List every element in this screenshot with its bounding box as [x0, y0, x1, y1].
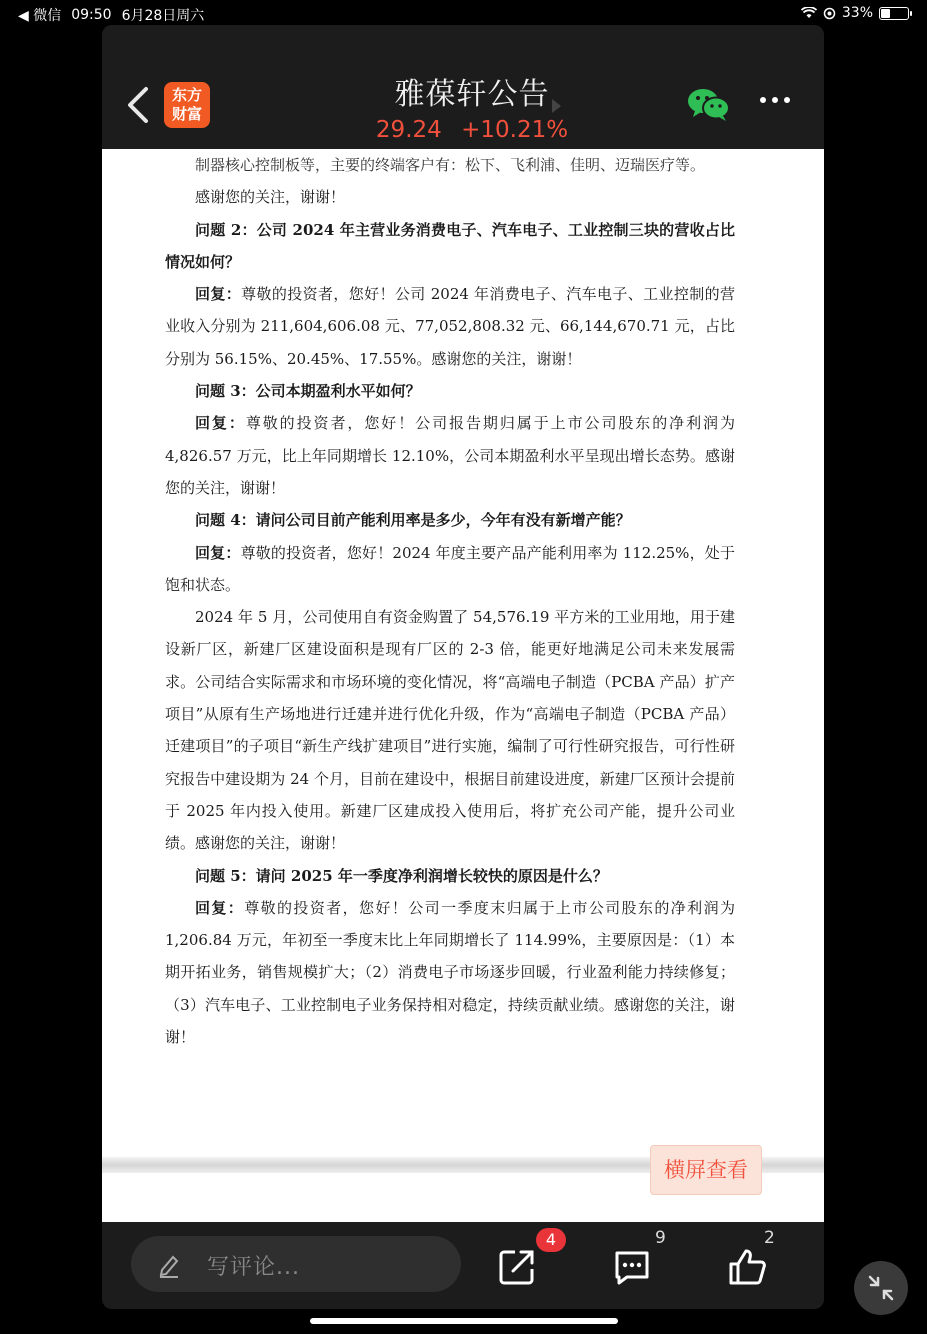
location-icon — [823, 7, 836, 20]
status-date: 6月28日周六 — [121, 8, 205, 24]
doc-paragraph: 感谢您的关注，谢谢！ — [195, 188, 346, 207]
status-time: 09:50 — [71, 7, 112, 23]
answer-2: 回复：尊敬的投资者，您好！公司 2024 年消费电子、汽车电子、工业控制的营业收入分别为 211,604,606.08 元、77,052,808.32 元、66,144,670.71 元，占比分别为 56.15%、20.45%、17.55%。感谢您的关注，谢谢！ — [165, 285, 735, 368]
battery-percent: 33% — [841, 5, 873, 21]
bottom-bar — [102, 1222, 824, 1309]
share-icon[interactable] — [498, 1248, 536, 1286]
stock-change: +10.21% — [461, 117, 569, 143]
app-window — [102, 25, 824, 1309]
title-box — [322, 69, 622, 143]
wifi-icon — [801, 7, 817, 19]
eastmoney-logo[interactable]: 东方 财富 — [164, 82, 210, 128]
comment-placeholder: 写评论... — [207, 1255, 300, 1280]
like-icon[interactable] — [728, 1248, 768, 1286]
comment-input[interactable] — [131, 1236, 461, 1292]
landscape-view-button[interactable]: 横屏查看 — [650, 1145, 762, 1195]
stock-quote[interactable] — [322, 117, 622, 143]
exit-fullscreen-button[interactable] — [854, 1261, 908, 1315]
answer-3: 回复：尊敬的投资者，您好！公司报告期归属于上市公司股东的净利润为 4,826.57 万元，比上年同期增长 12.10%，公司本期盈利水平呈现出增长态势。感谢您的关注，谢谢！ — [165, 414, 735, 497]
answer-4: 回复：尊敬的投资者，您好！2024 年度主要产品产能利用率为 112.25%，处于饱和状态。 — [165, 543, 735, 594]
answer-4-paragraph-2: 2024 年 5 月，公司使用自有资金购置了 54,576.19 平方米的工业用地，用于建设新厂区，新建厂区建设面积是现有厂区的 2-3 倍，能更好地满足公司未来发展需求。公司结合实际需求和市场环境的变化情况，将“高端电子制造（PCBA 产品）扩产项目”从原有生产场地进行迁建并进行优化升级，作为“高端电子制造（PCBA 产品）迁建项目”的子项目“新生产线扩建项目”进行实施，编制了可行性研究报告，可行性研究报告中建设期为 24 个月，目前在建设中，根据目前建设进度，新建厂区预计会提前于 2025 年内投入使用。新建厂区建成投入使用后，将扩充公司产能，提升公司业绩。感谢您的关注，谢谢！ — [165, 608, 735, 853]
question-2: 问题 2：公司 2024 年主营业务消费电子、汽车电子、工业控制三块的营收占比情况如何？ — [165, 220, 735, 271]
answer-5: 回复：尊敬的投资者，您好！公司一季度末归属于上市公司股东的净利润为 1,206.84 万元，年初至一季度末比上年同期增长了 114.99%，主要原因是：（1）本期开拓业务，销售规模扩大；（2）消费电子市场逐步回暖，行业盈利能力持续修复；（3）汽车电子、工业控制电子业务保持相对稳定，持续贡献业绩。感谢您的关注，谢谢！ — [165, 898, 735, 1047]
wechat-share-icon[interactable] — [687, 87, 731, 123]
header — [102, 25, 824, 149]
announcement-document — [102, 149, 824, 1222]
back-to-app-link[interactable]: ◀ 微信 — [18, 8, 62, 24]
comment-icon[interactable] — [613, 1248, 651, 1286]
battery-icon — [879, 7, 909, 20]
home-indicator[interactable] — [310, 1318, 618, 1324]
question-5: 问题 5：请问 2025 年一季度净利润增长较快的原因是什么？ — [195, 866, 608, 885]
more-icon[interactable] — [760, 97, 790, 103]
collapse-icon — [854, 1261, 908, 1315]
pen-icon — [157, 1252, 181, 1278]
question-4: 问题 4：请问公司目前产能利用率是多少，今年有没有新增产能？ — [195, 511, 631, 530]
stock-price: 29.24 — [375, 117, 442, 143]
doc-cut-line: 制器核心控制板等，主要的终端客户有：松下、飞利浦、佳明、迈瑞医疗等。 — [195, 156, 706, 174]
back-icon[interactable] — [124, 85, 154, 125]
page-title: 雅葆轩公告 — [394, 77, 550, 112]
status-bar — [0, 0, 927, 28]
share-badge: 4 — [536, 1228, 566, 1252]
comment-count: 9 — [655, 1228, 666, 1248]
play-arrow-icon — [552, 99, 561, 113]
like-count: 2 — [764, 1228, 775, 1248]
question-3: 问题 3：公司本期盈利水平如何？ — [195, 382, 421, 401]
